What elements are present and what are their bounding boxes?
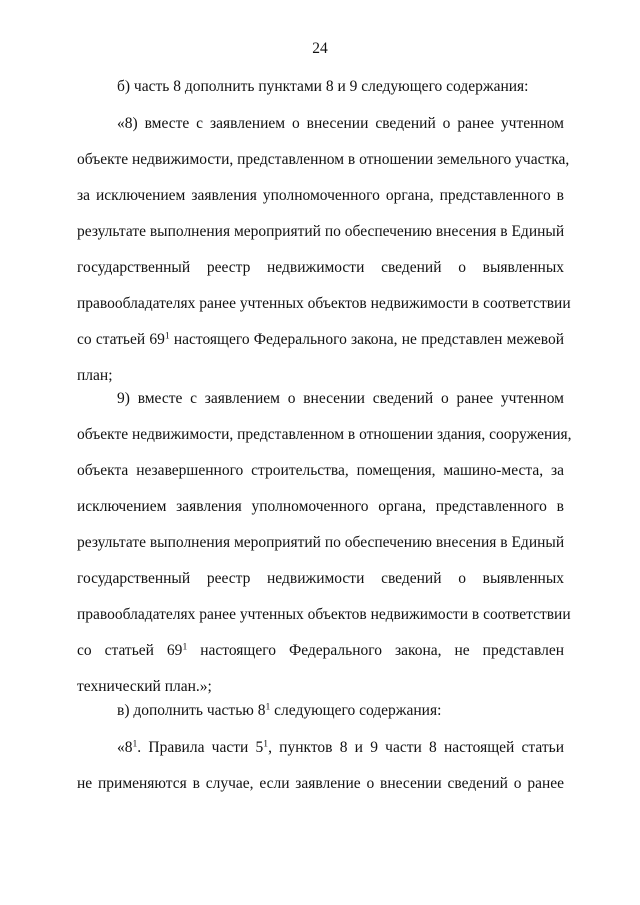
text-line [117, 701, 564, 721]
superscript: 1 [265, 701, 271, 713]
superscript: 1 [164, 330, 170, 342]
paragraph-item-8 [77, 114, 571, 384]
text-run: настоящего Федерального закона, не представлен межевой [169, 331, 564, 348]
paragraph-item-8-1 [77, 738, 564, 798]
text-line: объекте недвижимости, представленном в отношении здания, сооружения, [77, 426, 572, 443]
text-run: . Правила части 5 [137, 739, 264, 756]
text-run: следующего содержания: [270, 702, 442, 719]
text-line: технический план.»; [77, 678, 212, 695]
text-line: «8) вместе с заявлением о внесении сведений о ранее учтенном [117, 115, 564, 132]
text-run: со статьей 69 [77, 331, 165, 348]
text-run: в) дополнить частью 8 [117, 702, 266, 719]
text-line: государственный реестр недвижимости сведений о выявленных [77, 259, 564, 276]
text-line: объекте недвижимости, представленном в отношении земельного участка, [77, 151, 570, 168]
text-line: результате выполнения мероприятий по обеспечению внесения в Единый [77, 534, 565, 551]
text-line: результате выполнения мероприятий по обеспечению внесения в Единый [77, 223, 565, 240]
text-run: «8 [117, 739, 133, 756]
superscript: 1 [263, 738, 269, 750]
superscript: 1 [182, 641, 188, 653]
text-line [77, 641, 564, 661]
superscript: 1 [132, 738, 138, 750]
text-line [117, 738, 564, 758]
text-line: за исключением заявления уполномоченного органа, представленного в [77, 187, 564, 204]
paragraph-v [77, 701, 564, 721]
paragraph-b [77, 77, 564, 97]
text-line: исключением заявления уполномоченного органа, представленного в [77, 498, 564, 515]
text-line: 9) вместе с заявлением о внесении сведений о ранее учтенном [117, 390, 564, 407]
text-line: правообладателях ранее учтенных объектов недвижимости в соответствии [77, 606, 571, 623]
text-line: правообладателях ранее учтенных объектов недвижимости в соответствии [77, 295, 571, 312]
text-line: не применяются в случае, если заявление о внесении сведений о ранее [77, 775, 564, 792]
text-run: настоящего Федерального закона, не представлен [187, 642, 564, 659]
text-run: со статьей 69 [77, 642, 183, 659]
text-run: , пунктов 8 и 9 части 8 настоящей статьи [268, 739, 564, 756]
page-number: 24 [312, 40, 328, 57]
text-line: государственный реестр недвижимости сведений о выявленных [77, 570, 564, 587]
text-line: план; [77, 367, 113, 384]
text-line: объекта незавершенного строительства, помещения, машино-места, за [77, 462, 564, 479]
paragraph-item-9 [77, 389, 572, 699]
text-line: б) часть 8 дополнить пунктами 8 и 9 следующего содержания: [117, 78, 529, 95]
text-line [77, 330, 564, 350]
